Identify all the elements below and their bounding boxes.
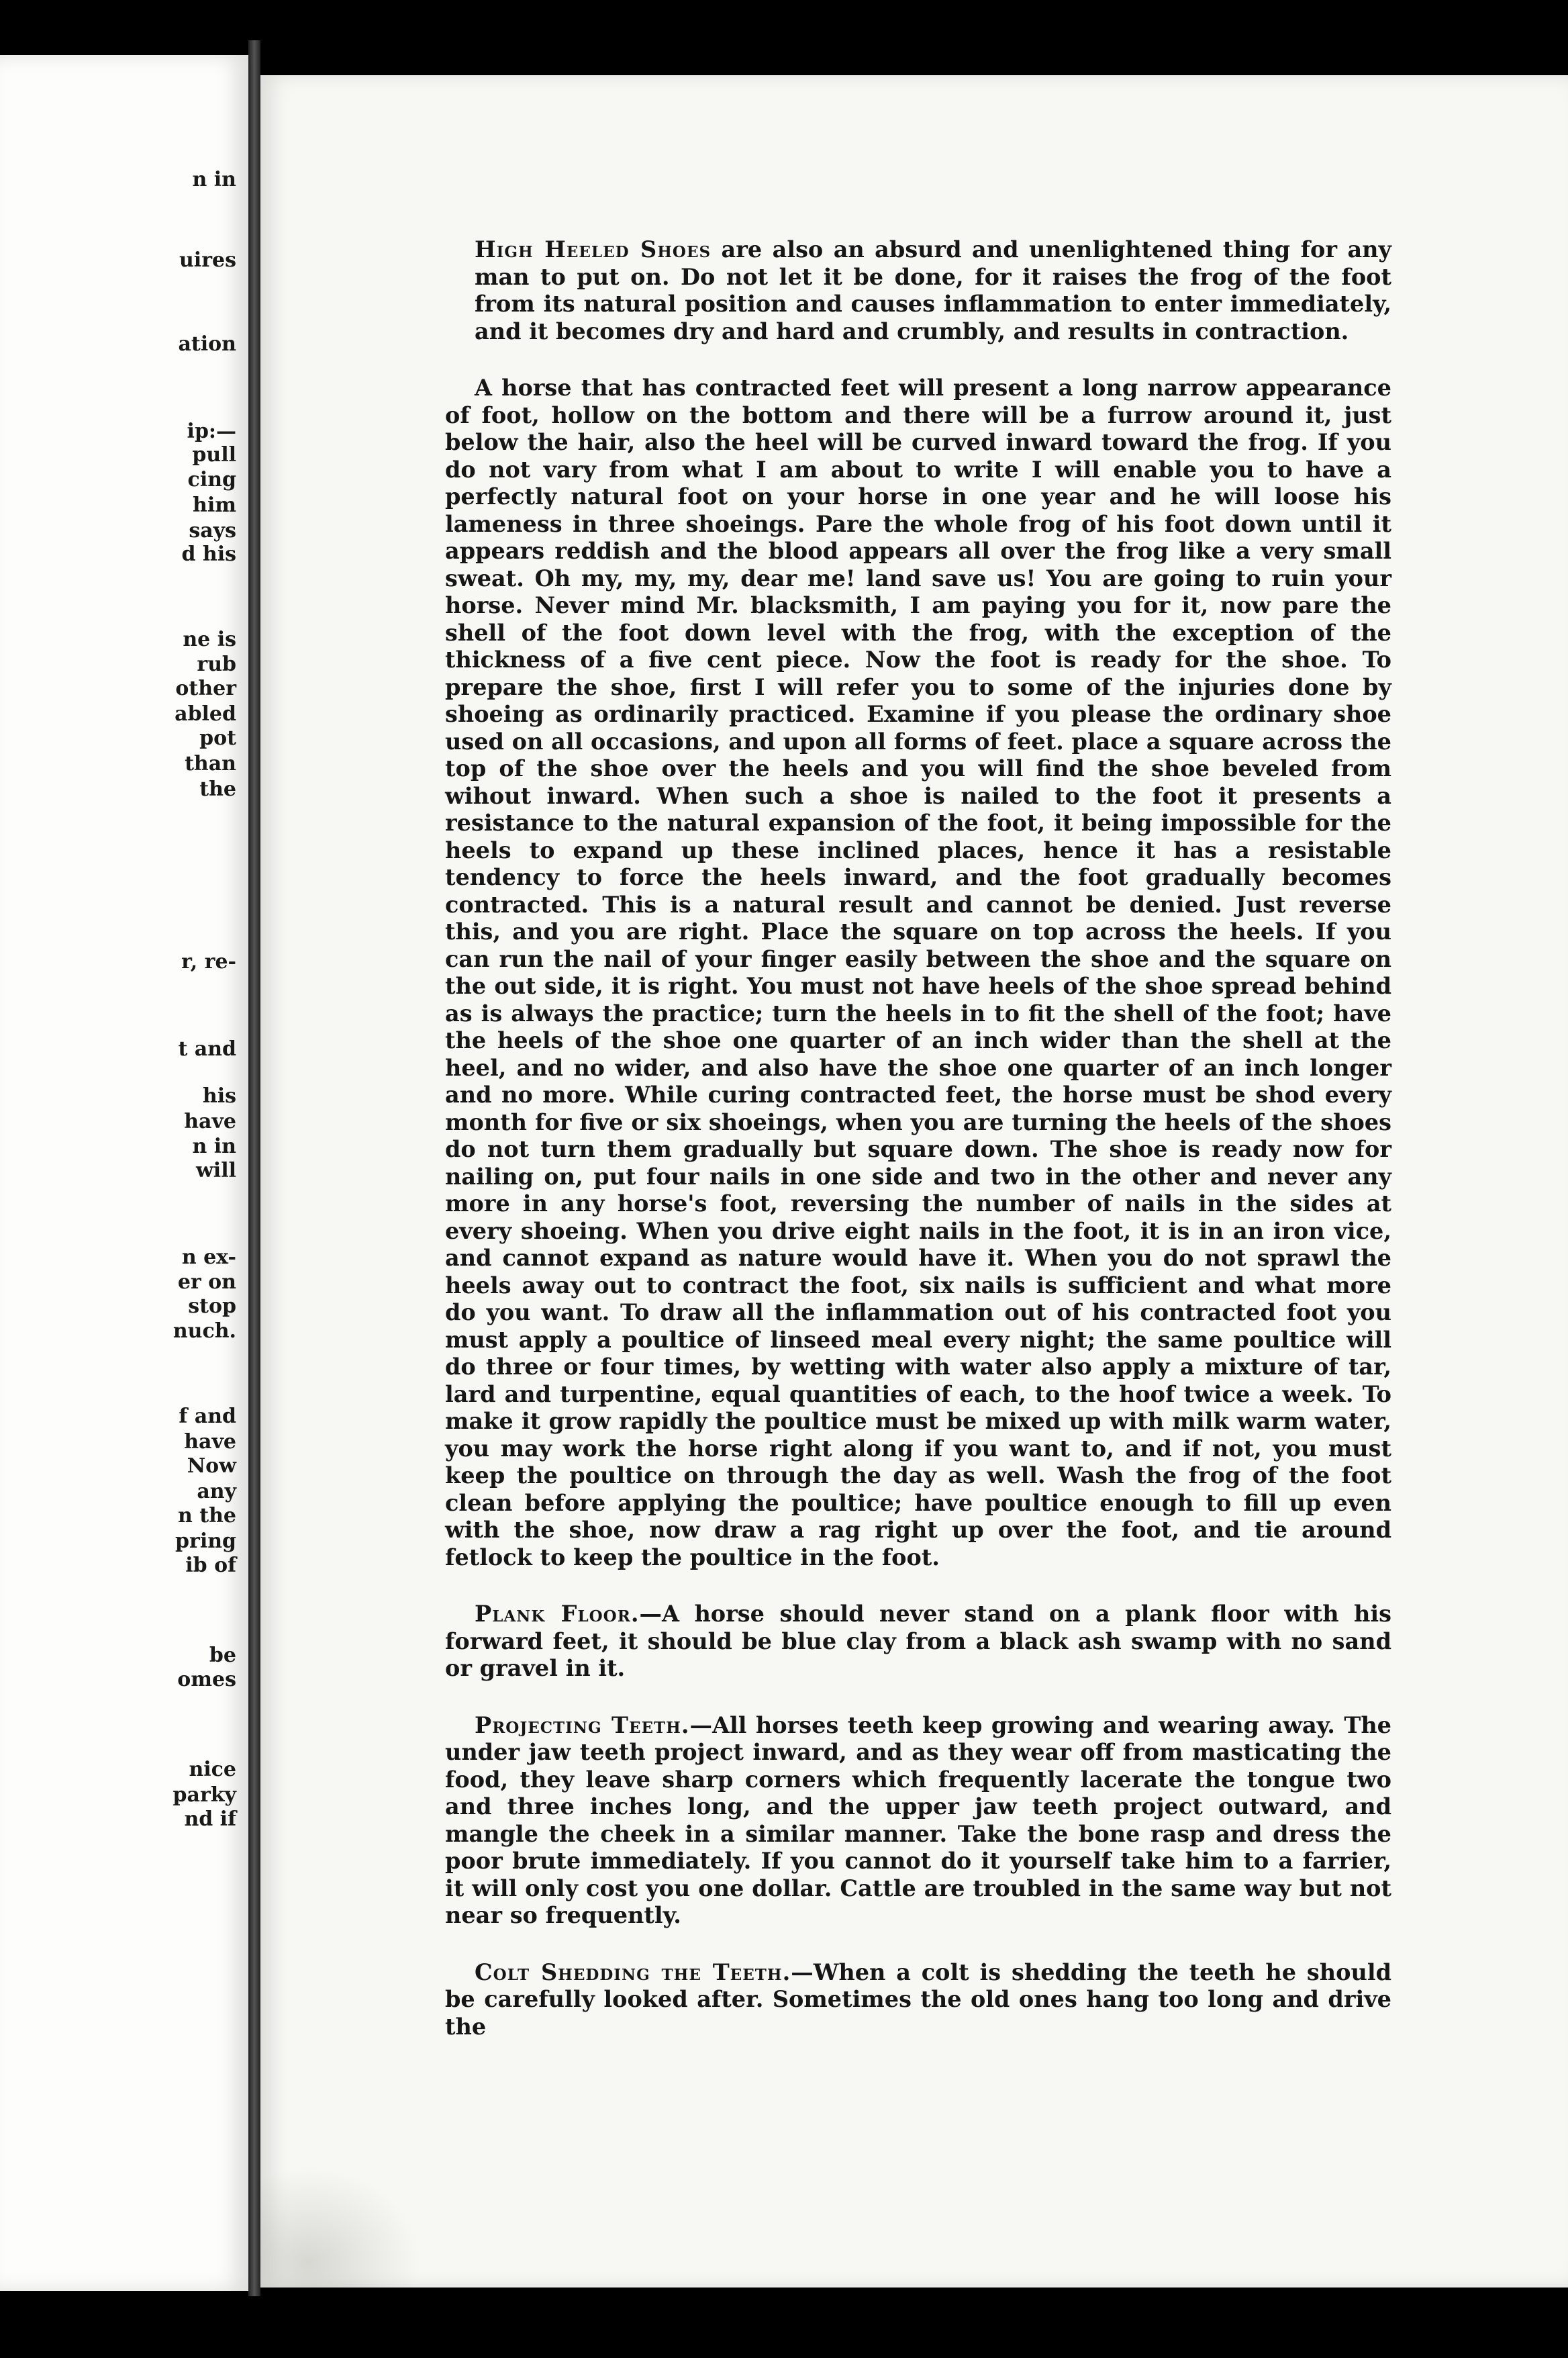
paragraph-projecting-teeth (445, 1712, 1391, 1930)
left-page-fragment: pot (199, 726, 236, 750)
left-page-fragment: er on (177, 1270, 236, 1294)
left-page-fragment: r, re- (181, 950, 236, 974)
paragraph-plank-floor (445, 1601, 1391, 1683)
paragraph-text: are also an absurd and unenlightened thing for any man to put on. Do not let it be done, for it raises the frog of the foot from its natural position and causes inflammation to enter immediately, and it becomes dry and hard and crumbly, and results in contraction. (475, 236, 1391, 344)
paragraph-colt-shedding (445, 1959, 1391, 2041)
left-page-fragment: nice (189, 1758, 236, 1781)
left-page-fragment: rub (197, 653, 236, 676)
page-stain (260, 2167, 422, 2288)
left-page-fragment: ne is (183, 628, 236, 651)
paragraph-text: A horse that has contracted feet will present a long narrow appearance of foot, hollow on the bottom and there will be a furrow around it, just below the hair, also the heel will be curved inward toward the frog. If you do not vary from what I am about to write I will enable you to have a perfectly natural foot on your horse in one year and he will loose his lameness in three shoeings. Pare the whole frog of his foot down until it appears reddish and the blood appears all over the frog like a very small sweat. Oh my, my, my, dear me! land save us! You are going to ruin your horse. Never mind Mr. blacksmith, I am paying you for it, now pare the shell of the foot down level with the frog, with the exception of the thickness of a five cent piece. Now the foot is ready for the shoe. To prepare the shoe, first I will refer you to some of the injuries done by shoeing as ordinarily practiced. Examine if you please the ordinary shoe used on all occasions, and upon all forms of feet. place a square across the top of the shoe over the heels and you will find the shoe beveled from wihout inward. When such a shoe is nailed to the foot it presents a resistance to the natural expansion of the foot, it being impossible for the heels to expand up these inclined places, hence it has a resistable tendency to force the heels inward, and the foot gradually becomes contracted. This is a natural result and cannot be denied. Just reverse this, and you are right. Place the square on top across the heels. If you can run the nail of your finger easily between the shoe and the square on the out side, it is right. You must not have heels of the shoe spread behind as is always the practice; turn the heels in to fit the shell of the foot; have the heels of the shoe one quarter of an inch wider than the shell at the heel, and no wider, and also have the shoe one quarter of an inch longer and no more. While curing contracted feet, the horse must be shod every month for five or six shoeings, when you are turning the heels of the shoes do not turn them gradually but square down. The shoe is ready now for nailing on, put four nails in one side and two in the other and never any more in any horse's foot, reversing the number of nails in the sides at every shoeing. When you drive eight nails in the foot, it is in an iron vice, and cannot expand as nature would have it. When you do not sprawl the heels away out to contract the foot, six nails is sufficient and what more do you want. To draw all the inflammation out of his contracted foot you must apply a poultice of linseed meal every night; the same poultice will do three or four times, by wetting with water also apply a mixture of tar, lard and turpentine, equal quantities of each, to the hoof twice a week. To make it grow rapidly the poultice must be mixed up with milk warm water, you may work the horse right along if you want to, and if not, you must keep the poultice on through the day as well. Wash the frog of the foot clean before applying the poultice; have poultice enough to fill up even with the shoe, now draw a rag right up over the foot, and tie around fetlock to keep the poultice in the foot. (445, 375, 1391, 1570)
left-page-fragment: pull (192, 443, 236, 467)
section-heading: High Heeled Shoes (475, 236, 712, 263)
section-heading: Plank Floor. (475, 1601, 640, 1627)
left-page-fragment: pring (175, 1529, 236, 1553)
left-page-fragment: nuch. (173, 1319, 236, 1343)
left-page-fragment: the (199, 777, 236, 801)
left-page-fragment: have (184, 1110, 236, 1133)
left-page-fragment: will (195, 1159, 236, 1182)
left-page-fragment: any (197, 1480, 236, 1503)
left-page-fragment: be (209, 1644, 236, 1667)
paragraph-text: —All horses teeth keep growing and wearing away. The under jaw teeth project inward, and as they wear off from masticating the food, they leave sharp corners which frequently lacerate the tongue two and three inches long, and the upper jaw teeth project outward, and mangle the cheek in a similar manner. Take the bone rasp and dress the poor brute immediately. If you cannot do it yourself take him to a farrier, it will only cost you one dollar. Cattle are troubled in the same way but not near so frequently. (445, 1711, 1391, 1928)
left-page-fragment: parky (173, 1783, 236, 1807)
left-page-fragment: than (185, 752, 236, 775)
left-page-fragment: other (175, 677, 236, 700)
left-page-fragment: have (184, 1430, 236, 1454)
page-gutter (248, 40, 260, 2296)
left-page-fragment: ib of (185, 1554, 236, 1577)
left-page-fragment: Now (187, 1454, 236, 1478)
left-page-fragment: d his (181, 543, 236, 566)
paragraph-contracted-feet (445, 375, 1391, 1571)
right-page (260, 75, 1568, 2288)
left-page-fragment: nd if (184, 1807, 236, 1831)
left-page-fragment: stop (188, 1294, 236, 1318)
left-page-fragment: his (202, 1084, 236, 1108)
left-page-fragment: n the (177, 1504, 236, 1527)
left-page (0, 55, 250, 2291)
left-page-fragment: cing (187, 468, 236, 491)
left-page-fragment: says (189, 519, 236, 543)
left-page-fragment: ip:— (187, 420, 236, 443)
article-body (445, 236, 1391, 2070)
left-page-fragment: ation (178, 332, 236, 356)
left-page-fragment: him (193, 493, 236, 517)
section-heading: Colt Shedding the Teeth. (475, 1959, 791, 1985)
left-page-fragment: n in (192, 168, 236, 191)
paragraph-text: —When a colt is shedding the teeth he should be carefully looked after. Sometimes the old ones hang too long and drive the (445, 1959, 1391, 2040)
left-page-fragment: n ex- (181, 1245, 236, 1269)
paragraph-high-heeled-shoes (445, 236, 1391, 345)
section-heading: Projecting Teeth. (475, 1711, 690, 1738)
left-page-fragment: uires (179, 248, 236, 272)
left-page-fragment: n in (192, 1135, 236, 1158)
left-page-fragment: omes (177, 1668, 236, 1691)
left-page-fragment: f and (179, 1405, 236, 1428)
left-page-fragment: abled (175, 702, 236, 726)
paragraph-text: —A horse should never stand on a plank floor with his forward feet, it should be blue clay from a black ash swamp with no sand or gravel in it. (445, 1601, 1392, 1681)
left-page-fragment: t and (178, 1037, 236, 1061)
